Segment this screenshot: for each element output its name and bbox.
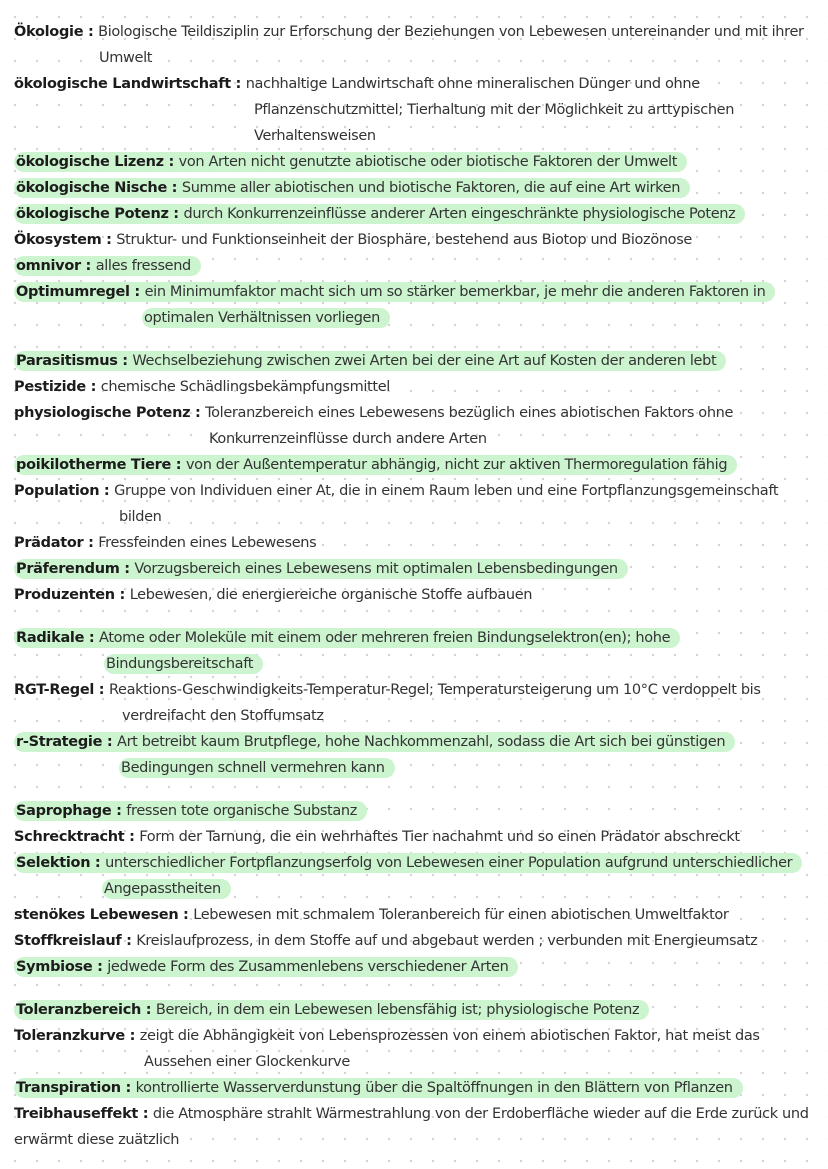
- section-gap: [14, 781, 814, 798]
- glossary-entry: [14, 729, 814, 781]
- term-separator: :: [99, 483, 115, 499]
- glossary-entry: [14, 374, 814, 400]
- glossary-entry: [14, 798, 814, 824]
- highlight-marker: [14, 628, 680, 674]
- glossary-definition: von der Außentemperatur abhängig, nicht zur aktiven Thermoregulation fähig: [185, 457, 728, 473]
- term-separator: :: [83, 535, 99, 551]
- glossary-definition: Toleranzbereich eines Lebewesens bezüglich eines abiotischen Faktors ohne Konkurrenzeinflüsse durch andere Arten: [205, 405, 734, 447]
- glossary-definition: zeigt die Abhängigkeit von Lebensprozessen von einem abiotischen Faktor, hat meist das Aussehen einer Glockenkurve: [139, 1028, 760, 1070]
- term-separator: :: [119, 561, 135, 577]
- glossary-entry: [14, 19, 814, 71]
- term-separator: :: [168, 206, 184, 222]
- glossary-definition: jedwede Form des Zusammenlebens verschiedener Arten: [107, 959, 509, 975]
- highlight-marker: [14, 1078, 743, 1098]
- highlight-marker: [14, 1000, 649, 1020]
- glossary-entry: [14, 556, 814, 582]
- glossary-term: stenökes Lebewesen: [14, 907, 179, 923]
- glossary-definition: kontrollierte Wasserverdunstung über die Spaltöffnungen in den Blättern von Pflanzen: [135, 1080, 733, 1096]
- glossary-term: Parasitismus: [16, 353, 118, 369]
- glossary-entry: [14, 582, 814, 608]
- glossary-entry: [14, 928, 814, 954]
- highlight-marker: [14, 559, 628, 579]
- glossary-definition: Lebewesen, die energiereiche organische Stoffe aufbauen: [129, 587, 533, 603]
- term-separator: :: [230, 76, 246, 92]
- glossary-definition: Fressfeinden eines Lebewesens: [98, 535, 317, 551]
- glossary-term: ökologische Landwirtschaft: [14, 76, 231, 92]
- glossary-entry: [14, 149, 814, 175]
- glossary-term: ökologische Lizenz: [16, 154, 164, 170]
- glossary-entry: [14, 997, 814, 1023]
- term-separator: :: [111, 803, 127, 819]
- highlight-marker: [14, 256, 201, 276]
- section-gap: [14, 608, 814, 625]
- glossary-definition: fressen tote organische Substanz: [126, 803, 358, 819]
- term-separator: :: [102, 734, 117, 750]
- term-separator: :: [124, 1028, 140, 1044]
- glossary-definition: unterschiedlicher Fortpflanzungserfolg von Lebewesen einer Population aufgrund unterschiedlicher Angepasstheiten: [104, 855, 793, 897]
- term-separator: :: [124, 829, 140, 845]
- highlight-marker: [14, 178, 690, 198]
- glossary-term: Ökologie: [14, 24, 84, 40]
- highlight-marker: [14, 204, 745, 224]
- glossary-entry: [14, 530, 814, 556]
- glossary-term: r-Strategie: [16, 734, 103, 750]
- glossary-entry: [14, 1075, 814, 1101]
- term-separator: :: [166, 180, 182, 196]
- glossary-definition: chemische Schädlingsbekämpfungsmittel: [100, 379, 390, 395]
- glossary-definition: Bereich, in dem ein Lebewesen lebensfähig ist; physiologische Potenz: [155, 1002, 640, 1018]
- glossary-term: poikilotherme Tiere: [16, 457, 172, 473]
- glossary-definition: Wechselbeziehung zwischen zwei Arten bei der eine Art auf Kosten der anderen lebt: [132, 353, 717, 369]
- glossary-entry: [14, 824, 814, 850]
- glossary-term: Selektion: [16, 855, 91, 871]
- glossary-term: Toleranzbereich: [16, 1002, 142, 1018]
- term-separator: :: [94, 682, 109, 698]
- glossary-term: Ökosystem: [14, 232, 102, 248]
- term-separator: :: [117, 353, 133, 369]
- term-separator: :: [90, 855, 106, 871]
- glossary-term: Transpiration: [16, 1080, 121, 1096]
- glossary-entry: [14, 253, 814, 279]
- term-separator: :: [120, 1080, 136, 1096]
- glossary-term: RGT-Regel: [14, 682, 95, 698]
- term-separator: :: [163, 154, 179, 170]
- highlight-marker: [14, 957, 518, 977]
- glossary-term: Stoffkreislauf: [14, 933, 122, 949]
- glossary-definition: die Atmosphäre strahlt Wärmestrahlung von der Erdoberfläche wieder auf die Erde zurück und erwärmt diese zuätzlich: [14, 1106, 809, 1148]
- glossary-term: Pestizide: [14, 379, 86, 395]
- highlight-marker: [14, 853, 802, 899]
- glossary-term: Symbiose: [16, 959, 93, 975]
- highlight-marker: [14, 801, 367, 821]
- glossary-entry: [14, 1101, 814, 1153]
- glossary-entry: [14, 400, 814, 452]
- glossary-term: Prädator: [14, 535, 84, 551]
- glossary-definition: ein Minimumfaktor macht sich um so stärker bemerkbar, je mehr die anderen Faktoren in optimalen Verhältnissen vorliegen: [144, 284, 766, 326]
- highlight-marker: [14, 351, 726, 371]
- glossary-definition: Struktur- und Funktionseinheit der Biosphäre, bestehend aus Biotop und Biozönose: [116, 232, 692, 248]
- section-gap: [14, 331, 814, 348]
- term-separator: :: [141, 1002, 156, 1018]
- glossary-entry: [14, 71, 814, 149]
- highlight-marker: [14, 732, 735, 778]
- glossary-definition: Biologische Teildisziplin zur Erforschung der Beziehungen von Lebewesen untereinander und mit ihrer Umwelt: [98, 24, 804, 66]
- glossary-entry: [14, 850, 814, 902]
- glossary-definition: Art betreibt kaum Brutpflege, hohe Nachkommenzahl, sodass die Art sich bei günstigen Bedingungen schnell vermehren kann: [117, 734, 726, 776]
- term-separator: :: [138, 1106, 153, 1122]
- term-separator: :: [129, 284, 145, 300]
- term-separator: :: [178, 907, 194, 923]
- section-gap: [14, 980, 814, 997]
- glossary-term: Population: [14, 483, 100, 499]
- term-separator: :: [85, 379, 101, 395]
- term-separator: :: [84, 630, 99, 646]
- glossary-definition: Atome oder Moleküle mit einem oder mehreren freien Bindungselektron(en); hohe Bindungsbereitschaft: [99, 630, 671, 672]
- glossary-term: Radikale: [16, 630, 85, 646]
- glossary-entry: [14, 452, 814, 478]
- glossary-entry: [14, 954, 814, 980]
- glossary-entry: [14, 348, 814, 374]
- term-separator: :: [83, 24, 99, 40]
- term-separator: :: [92, 959, 108, 975]
- term-separator: :: [101, 232, 117, 248]
- term-separator: :: [171, 457, 186, 473]
- highlight-marker: [14, 455, 737, 475]
- glossary-entry: [14, 201, 814, 227]
- glossary-term: physiologische Potenz: [14, 405, 191, 421]
- glossary-definition: Reaktions-Geschwindigkeits-Temperatur-Regel; Temperatursteigerung um 10°C verdoppelt bis verdreifacht den Stoffumsatz: [108, 682, 761, 724]
- glossary-term: Produzenten: [14, 587, 115, 603]
- glossary-definition: Kreislaufprozess, in dem Stoffe auf und abgebaut werden ; verbunden mit Energieumsatz: [136, 933, 758, 949]
- glossary-definition: Form der Tarnung, die ein wehrhaftes Tier nachahmt und so einen Prädator abschreckt: [139, 829, 740, 845]
- glossary-term: ökologische Nische: [16, 180, 167, 196]
- glossary-definition: nachhaltige Landwirtschaft ohne mineralischen Dünger und ohne Pflanzenschutzmittel; Tierhaltung mit der Möglichkeit zu arttypischen Verhaltensweisen: [245, 76, 735, 144]
- glossary-term: Treibhauseffekt: [14, 1106, 139, 1122]
- glossary-definition: Summe aller abiotischen und biotische Faktoren, die auf eine Art wirken: [181, 180, 681, 196]
- glossary-term: Präferendum: [16, 561, 120, 577]
- glossary-definition: Lebewesen mit schmalem Toleranbereich für einen abiotischen Umweltfaktor: [193, 907, 729, 923]
- glossary-entry: [14, 478, 814, 530]
- glossary-entry: [14, 175, 814, 201]
- glossary-entry: [14, 902, 814, 928]
- glossary-term: omnivor: [16, 258, 81, 274]
- glossary-page: [14, 19, 814, 1153]
- glossary-entry: [14, 227, 814, 253]
- term-separator: :: [190, 405, 206, 421]
- glossary-entry: [14, 625, 814, 677]
- glossary-entry: [14, 279, 814, 331]
- glossary-definition: alles fressend: [95, 258, 191, 274]
- highlight-marker: [14, 282, 775, 328]
- glossary-definition: von Arten nicht genutzte abiotische oder biotische Faktoren der Umwelt: [178, 154, 678, 170]
- term-separator: :: [114, 587, 130, 603]
- term-separator: :: [121, 933, 137, 949]
- glossary-term: ökologische Potenz: [16, 206, 169, 222]
- glossary-definition: Gruppe von Individuen einer At, die in einem Raum leben und eine Fortpflanzungsgemeinschaft bilden: [114, 483, 779, 525]
- glossary-entry: [14, 1023, 814, 1075]
- glossary-definition: durch Konkurrenzeinflüsse anderer Arten eingeschränkte physiologische Potenz: [183, 206, 736, 222]
- glossary-term: Optimumregel: [16, 284, 130, 300]
- glossary-entry: [14, 677, 814, 729]
- glossary-term: Schrecktracht: [14, 829, 125, 845]
- highlight-marker: [14, 152, 687, 172]
- glossary-definition: Vorzugsbereich eines Lebewesens mit optimalen Lebensbedingungen: [134, 561, 618, 577]
- term-separator: :: [80, 258, 96, 274]
- glossary-term: Saprophage: [16, 803, 112, 819]
- glossary-term: Toleranzkurve: [14, 1028, 125, 1044]
